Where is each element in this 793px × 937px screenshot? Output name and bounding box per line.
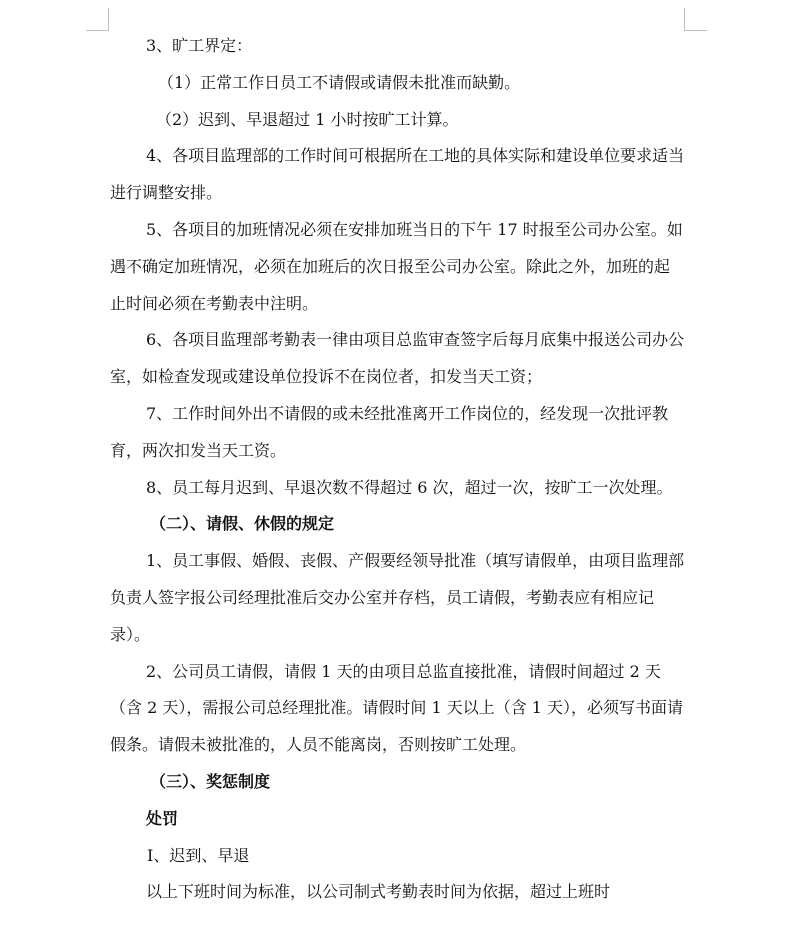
paragraph: 7、工作时间外出不请假的或未经批准离开工作岗位的，经发现一次批评教育，两次扣发当天工资。 [110, 403, 669, 460]
page-corner-mark-left [86, 8, 109, 31]
paragraph: 8、员工每月迟到、早退次数不得超过 6 次，超过一次，按旷工一次处理。 [146, 477, 673, 497]
paragraph: 1、员工事假、婚假、丧假、产假要经领导批准（填写请假单，由项目监理部负责人签字报公司经理批准后交办公室并存档，员工请假，考勤表应有相应记录）。 [110, 551, 685, 644]
section-heading: （三）、奖惩制度 [150, 771, 271, 791]
paragraph: 5、各项目的加班情况必须在安排加班当日的下午 17 时报至公司办公室。如遇不确定加班情况，必须在加班后的次日报至公司办公室。除此之外，加班的起止时间必须在考勤表中注明。 [110, 219, 683, 313]
paragraph: （2）迟到、早退超过 1 小时按旷工计算。 [156, 109, 459, 129]
paragraph: 以上下班时间为标准，以公司制式考勤表时间为依据，超过上班时 [146, 882, 611, 902]
list-item: Ⅰ、迟到、早退 [147, 845, 250, 865]
paragraph: 6、各项目监理部考勤表一律由项目总监审查签字后每月底集中报送公司办公室，如检查发现或建设单位投诉不在岗位者，扣发当天工资； [110, 330, 685, 387]
document-body [110, 28, 685, 911]
paragraph: 2、公司员工请假，请假 1 天的由项目总监直接批准，请假时间超过 2 天（含 2 天），需报公司总经理批准。请假时间 1 天以上（含 1 天），必须写书面请假条。请假未被批准的，人员不能离岗，否则按旷工处理。 [110, 661, 684, 755]
sub-heading: 处罚 [146, 808, 179, 828]
section-heading: （二）、请假、休假的规定 [150, 514, 335, 534]
paragraph: 3、旷工界定： [146, 36, 253, 55]
paragraph: 4、各项目监理部的工作时间可根据所在工地的具体实际和建设单位要求适当进行调整安排。 [110, 146, 685, 203]
paragraph: （1）正常工作日员工不请假或请假未批准而缺勤。 [158, 72, 521, 92]
page-corner-mark-right [684, 8, 707, 31]
